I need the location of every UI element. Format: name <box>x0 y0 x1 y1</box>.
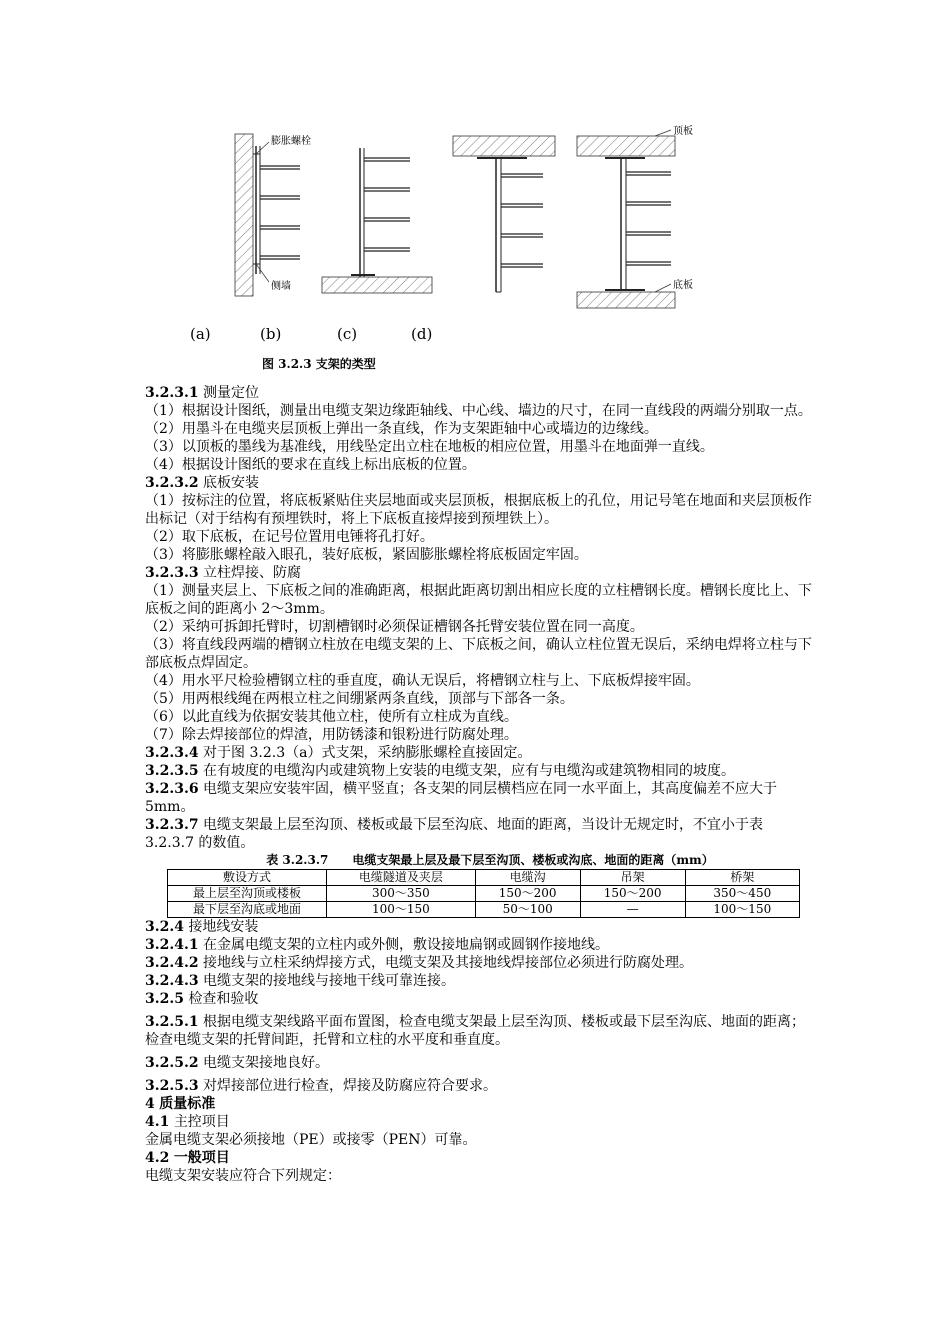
paragraph <box>145 780 815 816</box>
section-number: 3.2.3.7 <box>145 817 199 833</box>
table-header-cell: 敷设方式 <box>168 870 327 886</box>
section-text: 电缆支架应安装牢固，横平竖直；各支架的同层横档应在同一水平面上，其高度偏差不应大于 5mm。 <box>145 781 778 815</box>
section-text: （4）根据设计图纸的要求在直线上标出底板的位置。 <box>145 457 476 473</box>
bracket-a-wall-mounted <box>235 134 300 296</box>
section-number: 3.2.5.3 <box>145 1078 199 1094</box>
section-text: （7）除去焊接部位的焊渣，用防锈漆和银粉进行防腐处理。 <box>145 727 518 743</box>
paragraph <box>145 492 815 528</box>
section-number: 4 <box>145 1096 155 1112</box>
section-text: （3）以顶板的墨线为基准线，用线坠定出立柱在地板的相应位置，用墨斗在地面弹一直线。 <box>145 439 714 455</box>
section-text: （3）将膨胀螺栓敲入眼孔，装好底板，紧固膨胀螺栓将底板固定牢固。 <box>145 547 588 563</box>
section-text: （1）根据设计图纸，测量出电缆支架边缘距轴线、中心线、墙边的尺寸，在同一直线段的两端分别取一点。 <box>145 403 812 419</box>
paragraph <box>145 384 815 402</box>
section-text: 金属电缆支架必须接地（PE）或接零（PEN）可靠。 <box>145 1132 477 1148</box>
table-header-row <box>168 870 800 886</box>
paragraph <box>145 528 815 546</box>
paragraph <box>145 438 815 456</box>
sublabel-b: (b) <box>260 325 282 343</box>
paragraph <box>145 420 815 438</box>
paragraph <box>145 474 815 492</box>
section-text: 在有坡度的电缆沟内或建筑物上安装的电缆支架，应有与电缆沟或建筑物相同的坡度。 <box>203 763 736 779</box>
bracket-b-floor-standing <box>322 148 432 293</box>
table-header-cell: 吊架 <box>580 870 685 886</box>
section-text: （5）用两根线绳在两根立柱之间绷紧两条直线，顶部与下部各一条。 <box>145 691 574 707</box>
section-text: 一般项目 <box>173 1150 230 1166</box>
section-text: （2）采纳可拆卸托臂时，切割槽钢时必须保证槽钢各托臂安装位置在同一高度。 <box>145 619 644 635</box>
table-cell: 100～150 <box>327 902 476 918</box>
section-number: 3.2.5.1 <box>145 1014 199 1030</box>
section-number: 3.2.4.1 <box>145 937 199 953</box>
paragraph <box>145 954 815 972</box>
table-cell: 50～100 <box>475 902 580 918</box>
section-text: 电缆支架接地良好。 <box>203 1055 330 1071</box>
sublabel-d: (d) <box>411 325 433 343</box>
bracket-d-top-bottom-plates <box>577 130 675 308</box>
section-list-1 <box>145 384 815 852</box>
section-number: 3.2.3.1 <box>145 385 199 401</box>
figure-caption: 图 3.2.3 支架的类型 <box>262 357 376 371</box>
side-wall-label: 侧墙 <box>271 281 291 292</box>
section-text: 检查和验收 <box>188 991 259 1007</box>
section-text: （6）以此直线为依据安装其他立柱，使所有立柱成为直线。 <box>145 709 518 725</box>
paragraph <box>145 726 815 744</box>
paragraph <box>145 744 815 762</box>
distance-table <box>167 869 800 918</box>
section-number: 4.2 <box>145 1150 170 1166</box>
section-text: （2）用墨斗在电缆夹层顶板上弹出一条直线，作为支架距轴中心或墙边的边缘线。 <box>145 421 658 437</box>
section-text: 对于图 3.2.3（a）式支架，采纳膨胀螺栓直接固定。 <box>203 745 532 761</box>
section-text: 质量标准 <box>159 1096 216 1112</box>
paragraph <box>145 564 815 582</box>
table-cell: 300～350 <box>327 886 476 902</box>
section-text: 对焊接部位进行检查，焊接及防腐应符合要求。 <box>203 1078 498 1094</box>
paragraph <box>145 936 815 954</box>
table-cell: — <box>580 902 685 918</box>
table-cell: 150～200 <box>580 886 685 902</box>
paragraph <box>145 816 815 852</box>
figure-sublabels <box>0 325 950 347</box>
paragraph <box>145 582 815 618</box>
section-number: 3.2.3.5 <box>145 763 199 779</box>
sublabel-a: (a) <box>190 325 211 343</box>
paragraph <box>145 1054 815 1072</box>
section-text: （4）用水平尺检验槽钢立柱的垂直度，确认无误后，将槽钢立柱与上、下底板焊接牢固。 <box>145 673 700 689</box>
section-number: 3.2.4.3 <box>145 973 199 989</box>
section-text: 电缆支架安装应符合下列规定： <box>145 1168 341 1184</box>
paragraph <box>145 1077 815 1095</box>
section-text: 立柱焊接、防腐 <box>203 565 302 581</box>
section-list-2 <box>145 918 815 1185</box>
paragraph <box>145 546 815 564</box>
paragraph <box>145 672 815 690</box>
paragraph <box>145 708 815 726</box>
paragraph <box>145 456 815 474</box>
top-plate-label: 顶板 <box>673 126 693 137</box>
paragraph <box>145 690 815 708</box>
table-header-cell: 电缆沟 <box>475 870 580 886</box>
paragraph <box>145 618 815 636</box>
section-text: 主控项目 <box>173 1114 230 1130</box>
section-number: 3.2.3.4 <box>145 745 199 761</box>
section-number: 3.2.4.2 <box>145 955 199 971</box>
section-text: （3）将直线段两端的槽钢立柱放在电缆支架的上、下底板之间，确认立柱位置无误后，采纳电焊将立柱与下部底板点焊固定。 <box>145 637 812 671</box>
section-number: 3.2.3.2 <box>145 475 199 491</box>
bottom-plate-label: 底板 <box>673 280 693 291</box>
paragraph <box>145 990 815 1008</box>
section-number: 4.1 <box>145 1114 170 1130</box>
section-text: （2）取下底板，在记号位置用电锤将孔打好。 <box>145 529 434 545</box>
paragraph <box>145 762 815 780</box>
paragraph <box>145 1131 815 1149</box>
paragraph <box>145 402 815 420</box>
table-cell: 最上层至沟顶或楼板 <box>168 886 327 902</box>
section-text: 接地线安装 <box>188 919 259 935</box>
section-text: 测量定位 <box>203 385 260 401</box>
table-header-cell: 桥架 <box>685 870 799 886</box>
paragraph <box>145 972 815 990</box>
table-cell: 150～200 <box>475 886 580 902</box>
table-cell: 350～450 <box>685 886 799 902</box>
section-text: （1）按标注的位置，将底板紧贴住夹层地面或夹层顶板，根据底板上的孔位，用记号笔在地面和夹层顶板作出标记（对于结构有预埋铁时，将上下底板直接焊接到预埋铁上）。 <box>145 493 812 527</box>
section-number: 3.2.4 <box>145 919 184 935</box>
sublabel-c: (c) <box>337 325 358 343</box>
paragraph <box>145 1013 815 1049</box>
paragraph <box>145 1095 815 1113</box>
section-text: 根据电缆支架线路平面布置图，检查电缆支架最上层至沟顶、楼板或最下层至沟底、地面的距离；检查电缆支架的托臂间距，托臂和立柱的水平度和垂直度。 <box>145 1014 806 1048</box>
section-number: 3.2.3.3 <box>145 565 199 581</box>
section-number: 3.2.5 <box>145 991 184 1007</box>
table-cell: 100～150 <box>685 902 799 918</box>
section-number: 3.2.5.2 <box>145 1055 199 1071</box>
table-caption: 表 3.2.3.7 电缆支架最上层及最下层至沟顶、楼板或沟底、地面的距离（mm） <box>266 853 714 867</box>
section-text: 在金属电缆支架的立柱内或外侧，敷设接地扁钢或圆钢作接地线。 <box>203 937 610 953</box>
bracket-c-ceiling-hung <box>453 136 555 292</box>
bracket-types-figure <box>225 124 725 324</box>
table-header-cell: 电缆隧道及夹层 <box>327 870 476 886</box>
paragraph <box>145 918 815 936</box>
document-body <box>145 384 815 1185</box>
section-text: 底板安装 <box>203 475 260 491</box>
section-text: （1）测量夹层上、下底板之间的准确距离，根据此距离切割出相应长度的立柱槽钢长度。槽钢长度比上、下底板之间的距离小 2～3mm。 <box>145 583 812 617</box>
section-text: 电缆支架的接地线与接地干线可靠连接。 <box>203 973 456 989</box>
table-row <box>168 886 800 902</box>
table-cell: 最下层至沟底或地面 <box>168 902 327 918</box>
paragraph <box>145 1113 815 1131</box>
table-row <box>168 902 800 918</box>
section-number: 3.2.3.6 <box>145 781 199 797</box>
section-text: 接地线与立柱采纳焊接方式，电缆支架及其接地线焊接部位必须进行防腐处理。 <box>203 955 694 971</box>
paragraph <box>145 636 815 672</box>
section-text: 电缆支架最上层至沟顶、楼板或最下层至沟底、地面的距离，当设计无规定时，不宜小于表 3.2.3.7 的数值。 <box>145 817 764 851</box>
paragraph <box>145 1167 815 1185</box>
paragraph <box>145 1149 815 1167</box>
expansion-bolt-label: 膨胀螺栓 <box>271 136 311 147</box>
